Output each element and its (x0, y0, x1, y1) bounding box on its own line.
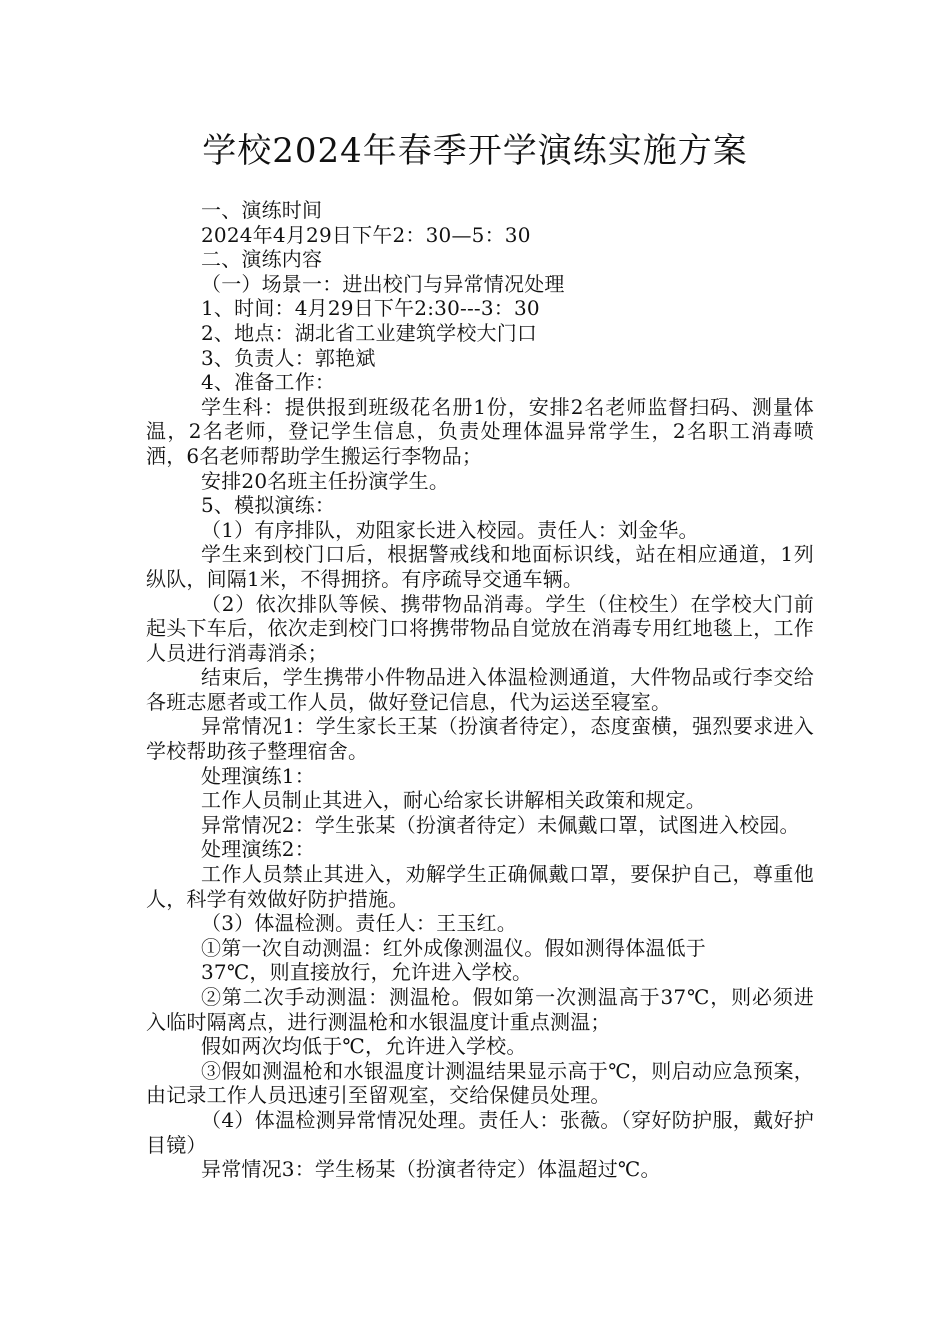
paragraph-exception: 异常情况1：学生家长王某（扮演者待定），态度蛮横，强烈要求进入学校帮助孩子整理宿舍。 (146, 714, 814, 764)
paragraph-handling-heading: 处理演练1： (201, 763, 315, 788)
paragraph-time: 1、时间：4月29日下午2:30---3：30 (201, 296, 540, 321)
paragraph-step: （1）有序排队，劝阻家长进入校园。责任人：刘金华。 (201, 517, 699, 542)
paragraph-step: （4）体温检测异常情况处理。责任人：张薇。（穿好防护服，戴好护目镜） (146, 1107, 814, 1157)
paragraph-step: （3）体温检测。责任人：王玉红。 (201, 911, 517, 936)
paragraph-step-detail: 假如两次均低于℃，允许进入学校。 (201, 1034, 527, 1059)
paragraph-step-detail: ②第二次手动测温：测温枪。假如第一次测温高于37℃，则必须进入临时隔离点，进行测温枪和水银温度计重点测温； (146, 985, 814, 1034)
paragraph-step-detail: ①第一次自动测温：红外成像测温仪。假如测得体温低于 (201, 935, 706, 960)
paragraph-exception: 异常情况3：学生杨某（扮演者待定）体温超过℃。 (201, 1157, 661, 1182)
paragraph-step-detail: ③假如测温枪和水银温度计测温结果显示高于℃，则启动应急预案，由记录工作人员迅速引至留观室，交给保健员处理。 (146, 1058, 814, 1108)
paragraph-section-heading: 二、演练内容 (201, 247, 323, 272)
document-body (146, 198, 814, 1182)
paragraph-handling-detail: 工作人员禁止其进入，劝解学生正确佩戴口罩，要保护自己，尊重他人，科学有效做好防护措施。 (146, 862, 814, 911)
paragraph-person-in-charge: 3、负责人：郭艳斌 (201, 345, 376, 370)
paragraph-step-detail: 结束后，学生携带小件物品进入体温检测通道，大件物品或行李交给各班志愿者或工作人员，做好登记信息，代为运送至寝室。 (146, 665, 814, 714)
paragraph-scene-heading: （一）场景一：进出校门与异常情况处理 (201, 271, 565, 296)
paragraph-location: 2、地点：湖北省工业建筑学校大门口 (201, 320, 538, 345)
paragraph-preparation-detail: 安排20名班主任扮演学生。 (201, 468, 450, 493)
document-title: 学校2024年春季开学演练实施方案 (202, 131, 748, 171)
paragraph-handling-heading: 处理演练2： (201, 837, 315, 862)
paragraph-step: （2）依次排队等候、携带物品消毒。学生（住校生）在学校大门前起头下车后，依次走到校门口将携带物品自觉放在消毒专用红地毯上，工作人员进行消毒消杀； (146, 591, 814, 665)
paragraph-handling-detail: 工作人员制止其进入，耐心给家长讲解相关政策和规定。 (201, 788, 706, 813)
paragraph-drill-time: 2024年4月29日下午2：30—5：30 (201, 222, 531, 247)
paragraph-simulation-heading: 5、模拟演练： (201, 493, 336, 518)
paragraph-preparation-heading: 4、准备工作： (201, 370, 336, 395)
paragraph-step-detail: 37℃，则直接放行，允许进入学校。 (201, 960, 533, 985)
paragraph-exception: 异常情况2：学生张某（扮演者待定）未佩戴口罩，试图进入校园。 (201, 812, 800, 837)
paragraph-step-detail: 学生来到校门口后，根据警戒线和地面标识线，站在相应通道，1列纵队，间隔1米，不得拥挤。有序疏导交通车辆。 (146, 542, 814, 591)
paragraph-section-heading: 一、演练时间 (201, 198, 323, 222)
paragraph-preparation-detail: 学生科：提供报到班级花名册1份，安排2名老师监督扫码、测量体温，2名老师，登记学生信息，负责处理体温异常学生，2名职工消毒喷洒，6名老师帮助学生搬运行李物品； (146, 394, 814, 468)
